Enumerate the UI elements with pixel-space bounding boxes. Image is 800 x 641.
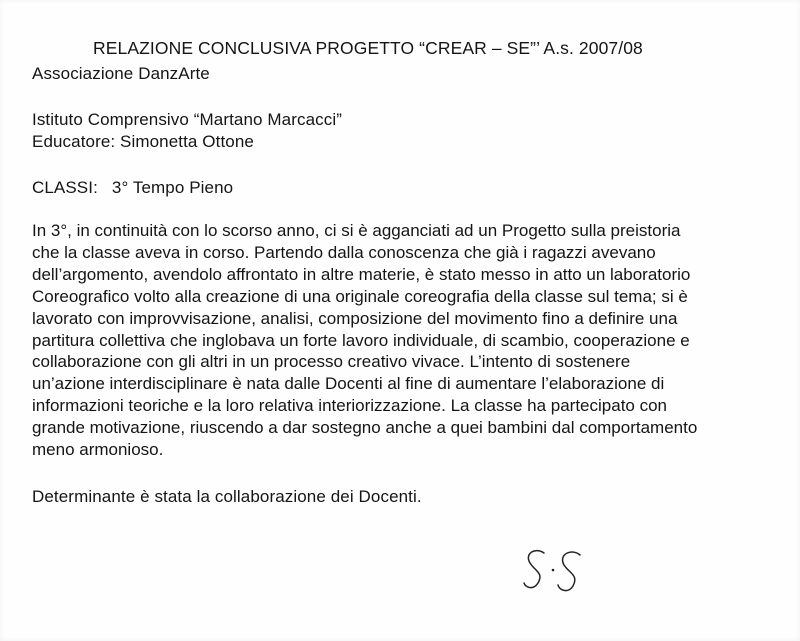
body-line: grande motivazione, riuscendo a dar sostegno anche a quei bambini dal comportamento	[32, 418, 698, 438]
body-line: partitura collettiva che inglobava un forte lavoro individuale, di scambio, cooperazione e	[32, 330, 690, 350]
educator-line: Educatore: Simonetta Ottone	[32, 132, 254, 151]
document-title: RELAZIONE CONCLUSIVA PROGETTO “CREAR – SE”’ A.s. 2007/08	[93, 38, 643, 58]
body-line: lavorato con improvvisazione, analisi, composizione del movimento fino a definire una	[32, 308, 678, 328]
closing-sentence: Determinante è stata la collaborazione dei Docenti.	[32, 487, 422, 506]
classes-label: CLASSI:	[32, 178, 98, 197]
body-line: un’azione interdisciplinare è nata dalle Docenti al fine di aumentare l’elaborazione di	[32, 374, 665, 394]
body-line: Coreografico volto alla creazione di una originale coreografia della classe sul tema; si è	[32, 286, 688, 306]
body-line: che la classe aveva in corso. Partendo dalla conoscenza che già i ragazzi avevano	[32, 242, 656, 262]
institute-name: Istituto Comprensivo “Martano Marcacci”	[32, 110, 342, 129]
association-name: Associazione DanzArte	[32, 64, 210, 83]
handwritten-signature	[522, 543, 602, 595]
report-body-paragraph	[32, 220, 792, 461]
classes-line	[32, 178, 233, 198]
body-line: In 3°, in continuità con lo scorso anno, ci si è agganciati ad un Progetto sulla preistoria	[32, 221, 681, 240]
body-line: dell’argomento, avendolo affrontato in altre materie, è stato messo in atto un laboratorio	[32, 264, 691, 284]
classes-value: 3° Tempo Pieno	[111, 178, 234, 197]
body-line: collaborazione con gli altri in un processo creativo vivace. L’intento di sostenere	[32, 352, 631, 372]
body-line: meno armonioso.	[32, 440, 164, 460]
body-line: informazioni teoriche e la loro relativa interiorizzazione. La classe ha partecipato con	[32, 396, 668, 416]
